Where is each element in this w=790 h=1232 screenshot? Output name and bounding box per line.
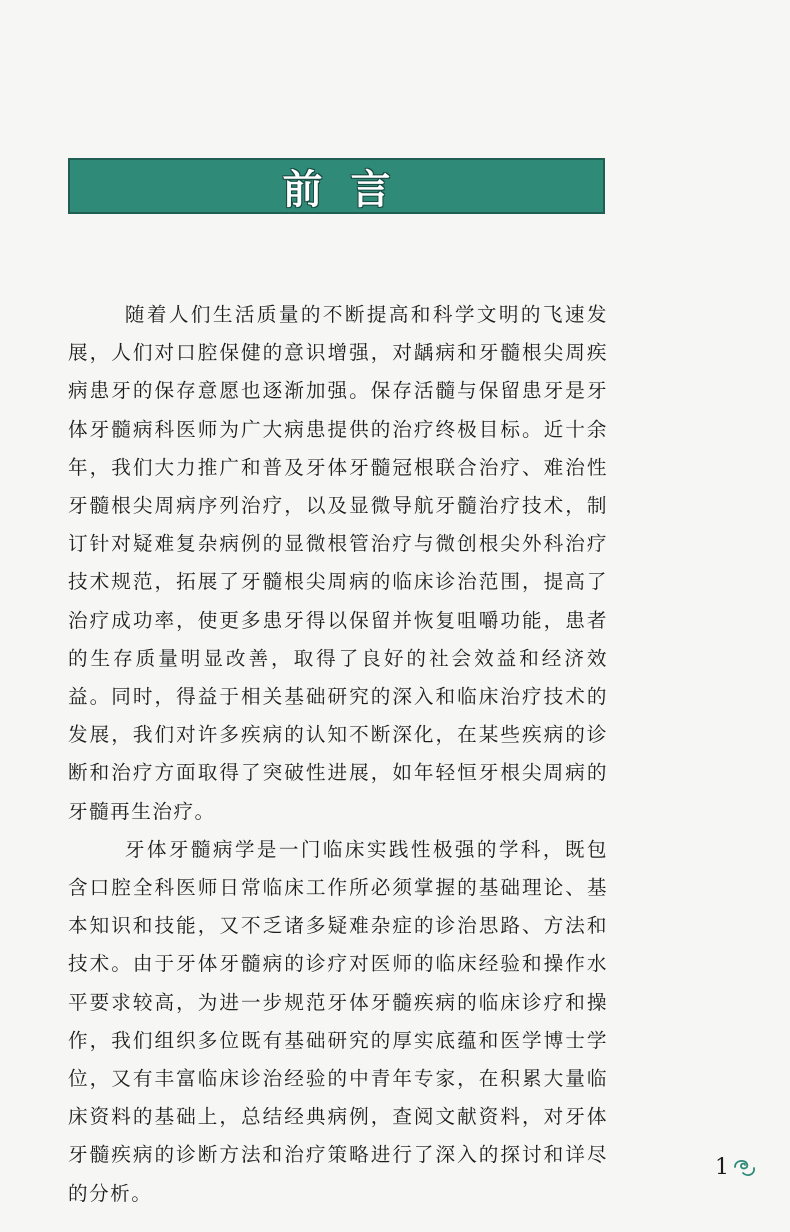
swirl-ornament-icon <box>731 1155 757 1179</box>
heading-banner <box>68 158 605 214</box>
page-footer <box>715 1152 757 1182</box>
paragraph-1: 随着人们生活质量的不断提高和科学文明的飞速发展，人们对口腔保健的意识增强，对龋病和牙髓根尖周疾病患牙的保存意愿也逐渐加强。保存活髓与保留患牙是牙体牙髓病科医师为广大病患提供的治疗终极目标。近十余年，我们大力推广和普及牙体牙髓冠根联合治疗、难治性牙髓根尖周病序列治疗，以及显微导航牙髓治疗技术，制订针对疑难复杂病例的显微根管治疗与微创根尖外科治疗技术规范，拓展了牙髓根尖周病的临床诊治范围，提高了治疗成功率，使更多患牙得以保留并恢复咀嚼功能，患者的生存质量明显改善，取得了良好的社会效益和经济效益。同时，得益于相关基础研究的深入和临床治疗技术的发展，我们对许多疾病的认知不断深化，在某些疾病的诊断和治疗方面取得了突破性进展，如年轻恒牙根尖周病的牙髓再生治疗。 <box>68 303 608 823</box>
page-number: 1 <box>715 1154 729 1180</box>
page-heading: 前言 <box>282 166 419 213</box>
preface-body <box>68 296 608 1213</box>
paragraph-2: 牙体牙髓病学是一门临床实践性极强的学科，既包含口腔全科医师日常临床工作所必须掌握的基础理论、基本知识和技能，又不乏诸多疑难杂症的诊治思路、方法和技术。由于牙体牙髓病的诊疗对医师的临床经验和操作水平要求较高，为进一步规范牙体牙髓疾病的临床诊疗和操作，我们组织多位既有基础研究的厚实底蕴和医学博士学位，又有丰富临床诊治经验的中青年专家，在积累大量临床资料的基础上，总结经典病例，查阅文献资料，对牙体牙髓疾病的诊断方法和治疗策略进行了深入的探讨和详尽的分析。 <box>68 837 608 1205</box>
